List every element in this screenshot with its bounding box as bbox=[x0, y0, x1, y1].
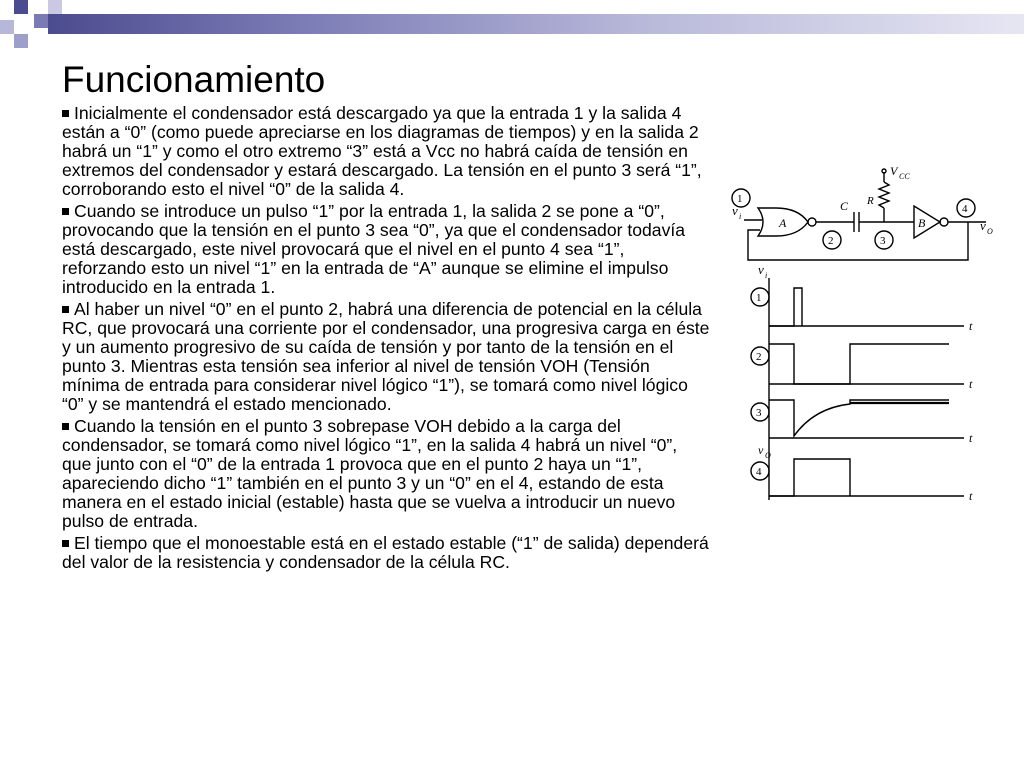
trace-1-label: 1 bbox=[756, 292, 762, 304]
bullet-item bbox=[62, 534, 710, 572]
monostable-figure bbox=[724, 160, 1024, 511]
vcc-label: V bbox=[890, 164, 898, 178]
trace-4-signal bbox=[769, 459, 850, 496]
trace-2-t-label: t bbox=[969, 377, 973, 391]
vo-subscript: O bbox=[987, 227, 993, 236]
gate-b-label: B bbox=[918, 216, 926, 230]
node-3-label: 3 bbox=[880, 235, 886, 247]
trace-1-signal bbox=[769, 288, 802, 326]
trace-2-signal bbox=[769, 344, 949, 384]
circuit-schematic bbox=[732, 164, 993, 260]
corner-square-5 bbox=[14, 34, 28, 48]
bullet-item bbox=[62, 417, 710, 531]
trace-3-t-label: t bbox=[969, 431, 973, 445]
bullet-item bbox=[62, 104, 710, 199]
gate-a-label: A bbox=[779, 216, 787, 230]
vi-label: v bbox=[732, 203, 738, 218]
bullet-text: Inicialmente el condensador está descargado ya que la entrada 1 y la salida 4 están a “0” (como puede apreciarse en los diagramas de tiempos) y en la salida 2 habrá un “1” y como el otro extremo “3” está a Vcc no habrá caída de tensión en extremos del condensador y estará descargado. La tensión en el punto 3 será “1”, corroborando esto el nivel “0” de la salida 4. bbox=[62, 103, 702, 199]
timing-vi-label: v bbox=[758, 262, 764, 277]
vcc-terminal bbox=[882, 169, 886, 173]
r-label: R bbox=[867, 195, 874, 207]
square-bullet-icon bbox=[62, 306, 69, 313]
square-bullet-icon bbox=[62, 110, 69, 117]
header-gradient-bar bbox=[48, 14, 1024, 34]
corner-square-2 bbox=[34, 14, 48, 28]
monostable-diagram bbox=[724, 160, 1024, 506]
trace-3-signal bbox=[769, 400, 949, 436]
bullet-text: El tiempo que el monoestable está en el estado estable (“1” de salida) dependerá del valor de la resistencia y condensador de la célula RC. bbox=[62, 533, 709, 572]
trace-4-label: 4 bbox=[756, 466, 762, 478]
vo-label: v bbox=[980, 218, 986, 233]
corner-square-1 bbox=[14, 0, 28, 14]
node-4-label: 4 bbox=[962, 203, 968, 215]
node-1-label: 1 bbox=[737, 193, 743, 205]
timing-vo-subscript: O bbox=[765, 451, 771, 460]
timing-vo-label: v bbox=[758, 443, 764, 457]
square-bullet-icon bbox=[62, 540, 69, 547]
corner-square-3 bbox=[0, 20, 14, 34]
bullet-item bbox=[62, 300, 710, 414]
trace-2-label: 2 bbox=[756, 351, 762, 363]
bullet-item bbox=[62, 202, 710, 297]
trace-4-t-label: t bbox=[969, 489, 973, 503]
bullet-text: Cuando se introduce un pulso “1” por la entrada 1, la salida 2 se pone a “0”, provocando que la tensión en el punto 3 sea “0”, ya que el condensador todavía está descargado, este nivel provocará que el nivel en el punto 4 sea “1”, reforzando esto un nivel “1” en la entrada de “A” aunque se elimine el impulso introducido en la entrada 1. bbox=[62, 201, 686, 297]
trace-3-label: 3 bbox=[756, 407, 762, 419]
nor-bubble bbox=[808, 218, 816, 226]
node-2-label: 2 bbox=[828, 235, 834, 247]
square-bullet-icon bbox=[62, 423, 69, 430]
vcc-subscript: CC bbox=[899, 172, 910, 181]
vi-subscript: i bbox=[739, 212, 742, 221]
bullet-text: Al haber un nivel “0” en el punto 2, habrá una diferencia de potencial en la célula RC, que provocará una corriente por el condensador, una progresiva carga en éste y un aumento progresivo de su caída de tensión y por tanto de la tensión en el punto 3. Mientras esta tensión sea inferior al nivel de tensión VOH (Tensión mínima de entrada para considerar nivel lógico “1”), se tomará como nivel lógico “0” y se mantendrá el estado mencionado. bbox=[62, 299, 710, 414]
trace-1-t-label: t bbox=[969, 319, 973, 333]
square-bullet-icon bbox=[62, 208, 69, 215]
resistor bbox=[879, 182, 889, 208]
corner-square-4 bbox=[48, 0, 62, 14]
slide-title: Funcionamiento bbox=[62, 59, 326, 100]
timing-diagrams bbox=[751, 262, 973, 503]
timing-vi-subscript: i bbox=[765, 271, 768, 280]
bullet-text: Cuando la tensión en el punto 3 sobrepase VOH debido a la carga del condensador, se tomará como nivel lógico “1”, en la salida 4 habrá un nivel “0”, que junto con el “0” de la entrada 1 provoca que en el punto 2 haya un “1”, apareciendo dicho “1” también en el punto 3 y un “0” en el 4, estando de esta manera en el estado inicial (estable) hasta que se vuelva a introducir un nuevo pulso de entrada. bbox=[62, 416, 678, 531]
bullet-list bbox=[62, 104, 710, 575]
c-label: C bbox=[840, 199, 849, 213]
